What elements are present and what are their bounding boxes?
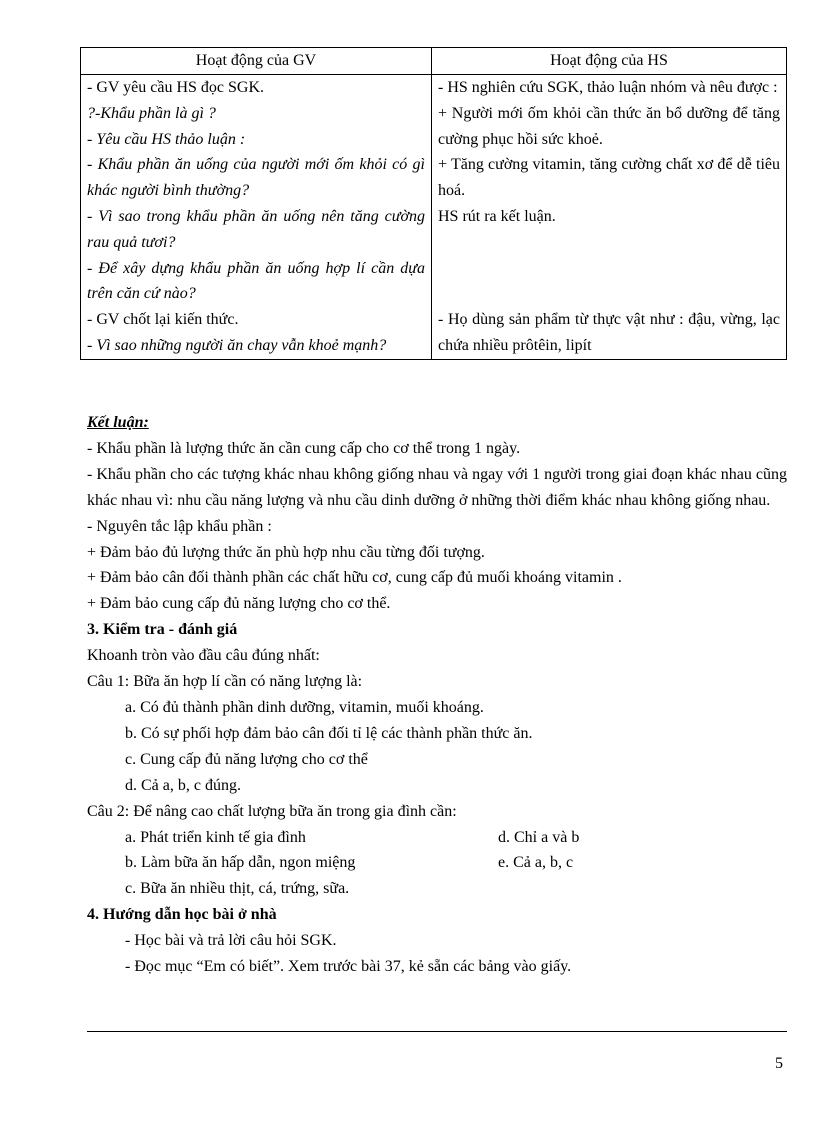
header-hs: Hoạt động của HS: [432, 48, 787, 75]
hs-line: - Họ dùng sản phẩm từ thực vật như : đậu, vừng, lạc chứa nhiều prôtêin, lipít: [438, 311, 780, 354]
question-1: Câu 1: Bữa ăn hợp lí cần có năng lượng là:: [87, 673, 363, 691]
q2-options-row: [87, 825, 787, 851]
q2-option: d. Chỉ a và b: [498, 828, 580, 846]
gv-line: - Vì sao trong khẩu phần ăn uống nên tăng cường rau quả tươi?: [87, 207, 425, 251]
q2-option: e. Cả a, b, c: [498, 854, 574, 872]
q1-option: d. Cả a, b, c đúng.: [125, 776, 241, 794]
conclusion-line: - Khẩu phần cho các tượng khác nhau không giống nhau và ngay với 1 người trong giai đoạn khác nhau cũng khác nhau vì: nhu cầu năng lượng và nhu cầu dinh dưỡng ở những thời điểm khác nhau không giống nhau.: [87, 465, 787, 509]
homework-line: - Học bài và trả lời câu hỏi SGK.: [125, 932, 337, 950]
q2-options-row: [87, 850, 787, 876]
q1-option: c. Cung cấp đủ năng lượng cho cơ thể: [125, 750, 368, 768]
gv-line: - Yêu cầu HS thảo luận :: [87, 130, 246, 148]
table-row: [81, 75, 787, 360]
gv-cell: [81, 75, 432, 360]
gv-line: ?-Khẩu phần là gì ?: [87, 104, 216, 122]
conclusion-heading: Kết luận:: [87, 414, 149, 431]
q2-option: c. Bữa ăn nhiều thịt, cá, trứng, sữa.: [125, 880, 350, 898]
hs-line: + Người mới ốm khỏi cần thức ăn bổ dưỡng để tăng cường phục hồi sức khoẻ.: [438, 104, 780, 148]
conclusion-line: + Đảm bảo đủ lượng thức ăn phù hợp nhu cầu từng đối tượng.: [87, 543, 485, 561]
hs-spacer: [438, 256, 780, 282]
hs-line: HS rút ra kết luận.: [438, 207, 556, 225]
hs-line: + Tăng cường vitamin, tăng cường chất xơ để dễ tiêu hoá.: [438, 156, 780, 200]
table-header-row: [81, 48, 787, 75]
q2-option: b. Làm bữa ăn hấp dẫn, ngon miệng: [125, 854, 356, 872]
assessment-intro: Khoanh tròn vào đầu câu đúng nhất:: [87, 647, 320, 665]
header-gv: Hoạt động của GV: [81, 48, 432, 75]
gv-line: - GV yêu cầu HS đọc SGK.: [87, 79, 265, 96]
hs-spacer: [438, 230, 780, 256]
hs-line: - HS nghiên cứu SGK, thảo luận nhóm và nêu được :: [438, 79, 778, 96]
gv-line: - Vì sao những người ăn chay vẫn khoẻ mạnh?: [87, 336, 387, 354]
conclusion-line: - Khẩu phần là lượng thức ăn cần cung cấp cho cơ thể trong 1 ngày.: [87, 439, 521, 457]
hs-spacer: [438, 281, 780, 307]
main-text: [87, 410, 787, 980]
q2-option: a. Phát triển kinh tế gia đình: [125, 828, 306, 846]
hs-cell: [432, 75, 787, 360]
conclusion-line: + Đảm bảo cân đối thành phần các chất hữu cơ, cung cấp đủ muối khoáng vitamin .: [87, 569, 622, 587]
assessment-heading: 3. Kiểm tra - đánh giá: [87, 621, 238, 639]
conclusion-line: + Đảm bảo cung cấp đủ năng lượng cho cơ thể.: [87, 595, 391, 613]
activity-table: [80, 47, 787, 360]
homework-heading: 4. Hướng dẫn học bài ở nhà: [87, 906, 277, 924]
question-2: Câu 2: Để nâng cao chất lượng bữa ăn trong gia đình cần:: [87, 802, 457, 820]
page-number: 5: [775, 1055, 783, 1072]
conclusion-line: - Nguyên tắc lập khẩu phần :: [87, 517, 272, 535]
gv-line: - GV chốt lại kiến thức.: [87, 311, 239, 329]
q1-option: b. Có sự phối hợp đảm bảo cân đối tỉ lệ các thành phần thức ăn.: [125, 724, 533, 742]
homework-line: - Đọc mục “Em có biết”. Xem trước bài 37, kẻ sẵn các bảng vào giấy.: [125, 958, 572, 976]
gv-line: - Để xây dựng khẩu phần ăn uống hợp lí cần dựa trên căn cứ nào?: [87, 259, 425, 303]
q1-option: a. Có đủ thành phần dinh dưỡng, vitamin, muối khoáng.: [125, 698, 484, 716]
footer-divider: [87, 1031, 787, 1032]
gv-line: - Khẩu phần ăn uống của người mới ốm khỏi có gì khác người bình thường?: [87, 156, 425, 200]
